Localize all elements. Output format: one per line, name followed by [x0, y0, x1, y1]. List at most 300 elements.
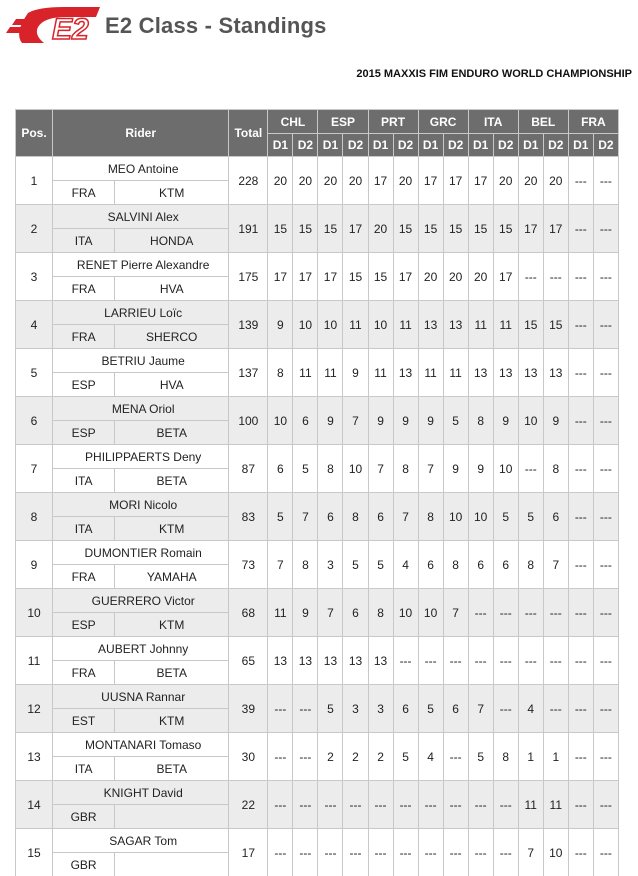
day-score: 15 [493, 205, 518, 253]
day-score: 13 [343, 637, 368, 685]
day-score: --- [493, 829, 518, 876]
rider-team [115, 853, 229, 876]
day-score: 7 [518, 829, 543, 876]
day-score: --- [593, 445, 618, 493]
day-score: 5 [518, 493, 543, 541]
day-score: 4 [393, 541, 418, 589]
day-score: 17 [368, 157, 393, 205]
table-row [16, 205, 619, 229]
day-score: 11 [493, 301, 518, 349]
day-score: 13 [393, 349, 418, 397]
header-day: D1 [268, 134, 293, 157]
day-score: 5 [443, 397, 468, 445]
rider-name: SALVINI Alex [53, 205, 229, 229]
header-country: FRA [568, 110, 618, 134]
rider-total: 30 [229, 733, 268, 781]
rider-team: HONDA [115, 229, 229, 253]
day-score: --- [568, 253, 593, 301]
day-score: 20 [368, 205, 393, 253]
day-score: --- [568, 589, 593, 637]
rider-team: SHERCO [115, 325, 229, 349]
rider-name: KNIGHT David [53, 781, 229, 805]
day-score: 6 [268, 445, 293, 493]
day-score: --- [593, 301, 618, 349]
day-score: 8 [543, 445, 568, 493]
rider-name: GUERRERO Victor [53, 589, 229, 613]
rider-total: 100 [229, 397, 268, 445]
day-score: 8 [468, 397, 493, 445]
day-score: --- [593, 493, 618, 541]
day-score: 5 [493, 493, 518, 541]
day-score: 8 [293, 541, 318, 589]
rider-nationality: ITA [53, 229, 115, 253]
day-score: 15 [543, 301, 568, 349]
day-score: 15 [518, 301, 543, 349]
day-score: 5 [418, 685, 443, 733]
day-score: --- [468, 637, 493, 685]
day-score: 10 [343, 445, 368, 493]
day-score: 9 [343, 349, 368, 397]
day-score: 10 [393, 589, 418, 637]
day-score: 6 [443, 685, 468, 733]
day-score: 7 [318, 589, 343, 637]
day-score: 11 [368, 349, 393, 397]
rider-nationality: ITA [53, 469, 115, 493]
day-score: 11 [518, 781, 543, 829]
day-score: 13 [368, 637, 393, 685]
day-score: 8 [443, 541, 468, 589]
table-row [16, 541, 619, 565]
day-score: 10 [368, 301, 393, 349]
day-score: --- [568, 493, 593, 541]
day-score: 6 [493, 541, 518, 589]
day-score: --- [518, 253, 543, 301]
day-score: 6 [343, 589, 368, 637]
day-score: 20 [543, 157, 568, 205]
table-row [16, 349, 619, 373]
table-row [16, 253, 619, 277]
day-score: 8 [518, 541, 543, 589]
rider-name: UUSNA Rannar [53, 685, 229, 709]
day-score: --- [593, 253, 618, 301]
day-score: --- [568, 301, 593, 349]
day-score: --- [568, 685, 593, 733]
day-score: 13 [518, 349, 543, 397]
day-score: 11 [393, 301, 418, 349]
header-country: PRT [368, 110, 418, 134]
e2-logo [4, 3, 100, 47]
day-score: 5 [468, 733, 493, 781]
day-score: --- [418, 781, 443, 829]
header-country: CHL [268, 110, 318, 134]
header-day: D2 [493, 134, 518, 157]
day-score: 15 [293, 205, 318, 253]
table-row [16, 301, 619, 325]
day-score: --- [418, 829, 443, 876]
day-score: --- [543, 637, 568, 685]
day-score: 17 [293, 253, 318, 301]
day-score: 7 [543, 541, 568, 589]
table-row [16, 589, 619, 613]
day-score: 8 [268, 349, 293, 397]
day-score: --- [593, 829, 618, 876]
day-score: 7 [443, 589, 468, 637]
day-score: 9 [543, 397, 568, 445]
day-score: 10 [518, 397, 543, 445]
rider-total: 139 [229, 301, 268, 349]
day-score: --- [318, 781, 343, 829]
rider-team [115, 805, 229, 829]
day-score: 7 [393, 493, 418, 541]
day-score: --- [568, 445, 593, 493]
day-score: 3 [368, 685, 393, 733]
table-row [16, 397, 619, 421]
day-score: --- [368, 781, 393, 829]
rider-nationality: EST [53, 709, 115, 733]
day-score: --- [393, 637, 418, 685]
rider-nationality: FRA [53, 325, 115, 349]
day-score: 17 [393, 253, 418, 301]
rider-nationality: GBR [53, 805, 115, 829]
day-score: --- [368, 829, 393, 876]
rider-total: 87 [229, 445, 268, 493]
day-score: --- [268, 733, 293, 781]
table-row [16, 493, 619, 517]
day-score: 8 [393, 445, 418, 493]
day-score: --- [443, 781, 468, 829]
header-day: D1 [468, 134, 493, 157]
rider-position: 12 [16, 685, 53, 733]
day-score: 8 [318, 445, 343, 493]
day-score: --- [518, 637, 543, 685]
day-score: 20 [443, 253, 468, 301]
header-total: Total [229, 110, 268, 157]
header-day: D2 [293, 134, 318, 157]
rider-total: 83 [229, 493, 268, 541]
header-country: BEL [518, 110, 568, 134]
day-score: 17 [518, 205, 543, 253]
day-score: 17 [468, 157, 493, 205]
day-score: 8 [368, 589, 393, 637]
day-score: 4 [518, 685, 543, 733]
rider-total: 17 [229, 829, 268, 876]
page-title: E2 Class - Standings [105, 13, 327, 38]
day-score: --- [293, 781, 318, 829]
header-day: D2 [593, 134, 618, 157]
day-score: --- [568, 781, 593, 829]
day-score: --- [468, 589, 493, 637]
header-day: D1 [518, 134, 543, 157]
rider-total: 137 [229, 349, 268, 397]
day-score: 15 [268, 205, 293, 253]
day-score: 17 [493, 253, 518, 301]
day-score: 20 [493, 157, 518, 205]
day-score: --- [568, 205, 593, 253]
day-score: 3 [318, 541, 343, 589]
day-score: 3 [343, 685, 368, 733]
day-score: 10 [493, 445, 518, 493]
rider-name: MENA Oriol [53, 397, 229, 421]
day-score: 5 [368, 541, 393, 589]
day-score: --- [493, 637, 518, 685]
day-score: 9 [468, 445, 493, 493]
day-score: 6 [293, 397, 318, 445]
day-score: 20 [318, 157, 343, 205]
rider-nationality: ESP [53, 613, 115, 637]
day-score: 20 [268, 157, 293, 205]
rider-name: PHILIPPAERTS Deny [53, 445, 229, 469]
day-score: 7 [343, 397, 368, 445]
day-score: 5 [318, 685, 343, 733]
header-pos: Pos. [16, 110, 53, 157]
day-score: 7 [368, 445, 393, 493]
rider-name: DUMONTIER Romain [53, 541, 229, 565]
standings-table [15, 109, 619, 876]
table-row [16, 781, 619, 805]
day-score: 17 [418, 157, 443, 205]
rider-team: BETA [115, 757, 229, 781]
day-score: --- [593, 541, 618, 589]
rider-nationality: ITA [53, 517, 115, 541]
day-score: 1 [518, 733, 543, 781]
day-score: --- [593, 205, 618, 253]
rider-team: HVA [115, 373, 229, 397]
day-score: 17 [343, 205, 368, 253]
logo-text: E2 [52, 13, 89, 46]
day-score: 11 [443, 349, 468, 397]
day-score: 15 [368, 253, 393, 301]
rider-name: LARRIEU Loïc [53, 301, 229, 325]
day-score: 13 [468, 349, 493, 397]
rider-total: 65 [229, 637, 268, 685]
day-score: --- [568, 541, 593, 589]
rider-nationality: FRA [53, 181, 115, 205]
day-score: 15 [343, 253, 368, 301]
day-score: 6 [318, 493, 343, 541]
day-score: 20 [518, 157, 543, 205]
day-score: --- [593, 157, 618, 205]
day-score: 10 [468, 493, 493, 541]
day-score: 20 [468, 253, 493, 301]
rider-nationality: ESP [53, 421, 115, 445]
day-score: 8 [418, 493, 443, 541]
day-score: --- [393, 781, 418, 829]
day-score: 9 [443, 445, 468, 493]
rider-team: KTM [115, 709, 229, 733]
rider-total: 228 [229, 157, 268, 205]
page-header [0, 0, 638, 56]
header-day: D2 [443, 134, 468, 157]
day-score: --- [518, 445, 543, 493]
day-score: --- [293, 685, 318, 733]
day-score: 7 [293, 493, 318, 541]
day-score: 15 [443, 205, 468, 253]
rider-total: 68 [229, 589, 268, 637]
day-score: 9 [368, 397, 393, 445]
day-score: 9 [493, 397, 518, 445]
day-score: --- [443, 733, 468, 781]
day-score: --- [293, 733, 318, 781]
day-score: --- [568, 349, 593, 397]
rider-position: 14 [16, 781, 53, 829]
rider-name: BETRIU Jaume [53, 349, 229, 373]
rider-nationality: ITA [53, 757, 115, 781]
rider-position: 11 [16, 637, 53, 685]
day-score: 11 [468, 301, 493, 349]
day-score: --- [568, 397, 593, 445]
rider-team: BETA [115, 421, 229, 445]
header-day: D2 [393, 134, 418, 157]
day-score: --- [568, 637, 593, 685]
rider-nationality: FRA [53, 565, 115, 589]
day-score: --- [593, 589, 618, 637]
header-country: ITA [468, 110, 518, 134]
day-score: --- [568, 157, 593, 205]
day-score: 17 [443, 157, 468, 205]
day-score: 13 [293, 637, 318, 685]
day-score: 11 [318, 349, 343, 397]
rider-position: 13 [16, 733, 53, 781]
rider-nationality: FRA [53, 277, 115, 301]
rider-team: KTM [115, 517, 229, 541]
day-score: --- [393, 829, 418, 876]
day-score: 6 [543, 493, 568, 541]
rider-team: KTM [115, 181, 229, 205]
header-rider: Rider [53, 110, 229, 157]
day-score: --- [343, 829, 368, 876]
day-score: 7 [268, 541, 293, 589]
header-day: D1 [318, 134, 343, 157]
rider-name: RENET Pierre Alexandre [53, 253, 229, 277]
rider-team: YAMAHA [115, 565, 229, 589]
header-day: D1 [368, 134, 393, 157]
rider-position: 2 [16, 205, 53, 253]
day-score: 13 [443, 301, 468, 349]
day-score: --- [593, 397, 618, 445]
day-score: 11 [268, 589, 293, 637]
day-score: 9 [393, 397, 418, 445]
day-score: --- [468, 781, 493, 829]
day-score: 8 [343, 493, 368, 541]
day-score: 13 [418, 301, 443, 349]
day-score: 15 [393, 205, 418, 253]
rider-team: BETA [115, 469, 229, 493]
rider-team: BETA [115, 661, 229, 685]
day-score: 2 [318, 733, 343, 781]
day-score: 5 [293, 445, 318, 493]
day-score: 9 [418, 397, 443, 445]
day-score: 10 [293, 301, 318, 349]
day-score: 11 [343, 301, 368, 349]
rider-name: MORI Nicolo [53, 493, 229, 517]
day-score: 6 [468, 541, 493, 589]
day-score: 5 [268, 493, 293, 541]
day-score: --- [418, 637, 443, 685]
rider-position: 8 [16, 493, 53, 541]
day-score: 9 [293, 589, 318, 637]
day-score: 2 [368, 733, 393, 781]
day-score: 2 [343, 733, 368, 781]
rider-total: 175 [229, 253, 268, 301]
day-score: 7 [418, 445, 443, 493]
rider-position: 5 [16, 349, 53, 397]
day-score: 9 [318, 397, 343, 445]
rider-position: 9 [16, 541, 53, 589]
day-score: 10 [543, 829, 568, 876]
table-row [16, 685, 619, 709]
header-day: D1 [568, 134, 593, 157]
rider-total: 39 [229, 685, 268, 733]
day-score: 10 [268, 397, 293, 445]
day-score: 8 [493, 733, 518, 781]
day-score: 5 [343, 541, 368, 589]
table-row [16, 445, 619, 469]
rider-name: AUBERT Johnny [53, 637, 229, 661]
day-score: 15 [468, 205, 493, 253]
championship-title: 2015 MAXXIS FIM ENDURO WORLD CHAMPIONSHIP [356, 68, 632, 80]
day-score: 5 [393, 733, 418, 781]
day-score: --- [443, 829, 468, 876]
day-score: --- [443, 637, 468, 685]
day-score: --- [543, 253, 568, 301]
header-day: D2 [543, 134, 568, 157]
day-score: --- [293, 829, 318, 876]
rider-total: 73 [229, 541, 268, 589]
rider-nationality: FRA [53, 661, 115, 685]
day-score: 15 [318, 205, 343, 253]
day-score: --- [593, 781, 618, 829]
day-score: --- [318, 829, 343, 876]
day-score: 1 [543, 733, 568, 781]
rider-position: 3 [16, 253, 53, 301]
header-country: GRC [418, 110, 468, 134]
day-score: 13 [268, 637, 293, 685]
day-score: 4 [418, 733, 443, 781]
day-score: --- [593, 685, 618, 733]
day-score: 13 [543, 349, 568, 397]
rider-nationality: GBR [53, 853, 115, 876]
rider-position: 1 [16, 157, 53, 205]
day-score: --- [568, 733, 593, 781]
day-score: 11 [418, 349, 443, 397]
rider-name: MONTANARI Tomaso [53, 733, 229, 757]
day-score: 17 [318, 253, 343, 301]
day-score: 6 [368, 493, 393, 541]
day-score: --- [343, 781, 368, 829]
day-score: 10 [443, 493, 468, 541]
day-score: 15 [418, 205, 443, 253]
rider-team: KTM [115, 613, 229, 637]
day-score: --- [493, 781, 518, 829]
day-score: --- [493, 589, 518, 637]
day-score: 10 [418, 589, 443, 637]
day-score: 17 [268, 253, 293, 301]
table-row [16, 829, 619, 853]
table-row [16, 733, 619, 757]
day-score: 13 [493, 349, 518, 397]
rider-total: 22 [229, 781, 268, 829]
header-country: ESP [318, 110, 368, 134]
day-score: 9 [268, 301, 293, 349]
day-score: 11 [293, 349, 318, 397]
day-score: 11 [543, 781, 568, 829]
day-score: 20 [418, 253, 443, 301]
day-score: --- [468, 829, 493, 876]
rider-position: 6 [16, 397, 53, 445]
day-score: 10 [318, 301, 343, 349]
table-row [16, 637, 619, 661]
rider-position: 4 [16, 301, 53, 349]
